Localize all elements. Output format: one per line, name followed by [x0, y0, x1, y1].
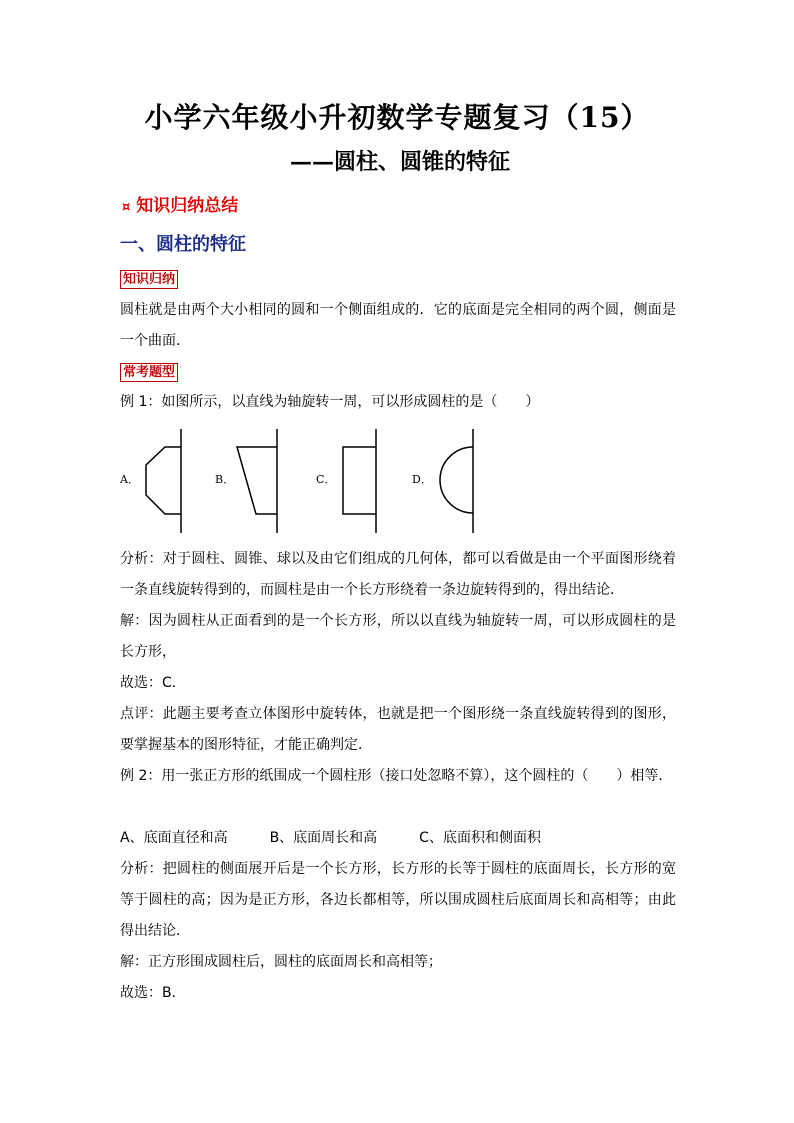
example2-choices: A、底面直径和高 B、底面周长和高 C、底面积和侧面积	[120, 830, 541, 846]
example2-question: 例 2：用一张正方形的纸围成一个圆柱形（接口处忽略不算），这个圆柱的（ ）相等．	[120, 768, 673, 784]
option-b-label: B．	[215, 473, 235, 486]
document-subtitle: ——圆柱、圆锥的特征	[290, 149, 511, 175]
example1-figure	[118, 425, 478, 537]
option-a-label: A．	[120, 473, 139, 486]
option-a-shape	[146, 447, 181, 514]
example1-answer: 故选：C．	[120, 675, 186, 691]
example2-solution: 解：正方形围成圆柱后，圆柱的底面周长和高相等；	[120, 954, 442, 970]
example2-analysis: 分析：把圆柱的侧面展开后是一个长方形，长方形的长等于圆柱的底面周长，长方形的宽等于圆柱的高；因为是正方形，各边长都相等，所以围成圆柱后底面周长和高相等；由此得出结论．	[120, 861, 676, 939]
option-d-label: D．	[412, 473, 432, 486]
section-heading	[122, 191, 238, 216]
example2-answer: 故选：B．	[120, 985, 186, 1001]
option-b-shape	[237, 447, 277, 514]
document-title: 小学六年级小升初数学专题复习（15）	[144, 101, 650, 134]
bullet-icon: ¤	[122, 200, 131, 215]
knowledge-paragraph: 圆柱就是由两个大小相同的圆和一个侧面组成的．它的底面是完全相同的两个圆，侧面是一个曲面．	[120, 302, 676, 349]
example1-analysis: 分析：对于圆柱、圆锥、球以及由它们组成的几何体，都可以看做是由一个平面图形绕着一条直线旋转得到的，而圆柱是由一个长方形绕着一条边旋转得到的，得出结论．	[120, 551, 676, 598]
rotation-options-diagram	[118, 425, 478, 537]
example1-question: 例 1：如图所示，以直线为轴旋转一周，可以形成圆柱的是（ ）	[120, 394, 540, 410]
section-heading-label: 知识归纳总结	[136, 196, 239, 216]
example1-comment: 点评：此题主要考查立体图形中旋转体，也就是把一个图形绕一条直线旋转得到的图形，要掌握基本的图形特征，才能正确判定．	[120, 706, 676, 753]
option-d-shape	[440, 447, 473, 513]
tag-common-questions: 常考题型	[120, 363, 178, 382]
option-c-shape	[343, 447, 376, 514]
tag-knowledge: 知识归纳	[120, 270, 178, 289]
heading-cylinder-features: 一、圆柱的特征	[120, 234, 246, 255]
example1-solution: 解：因为圆柱从正面看到的是一个长方形，所以以直线为轴旋转一周，可以形成圆柱的是长方形，	[120, 613, 676, 660]
option-c-label: C．	[316, 473, 336, 486]
